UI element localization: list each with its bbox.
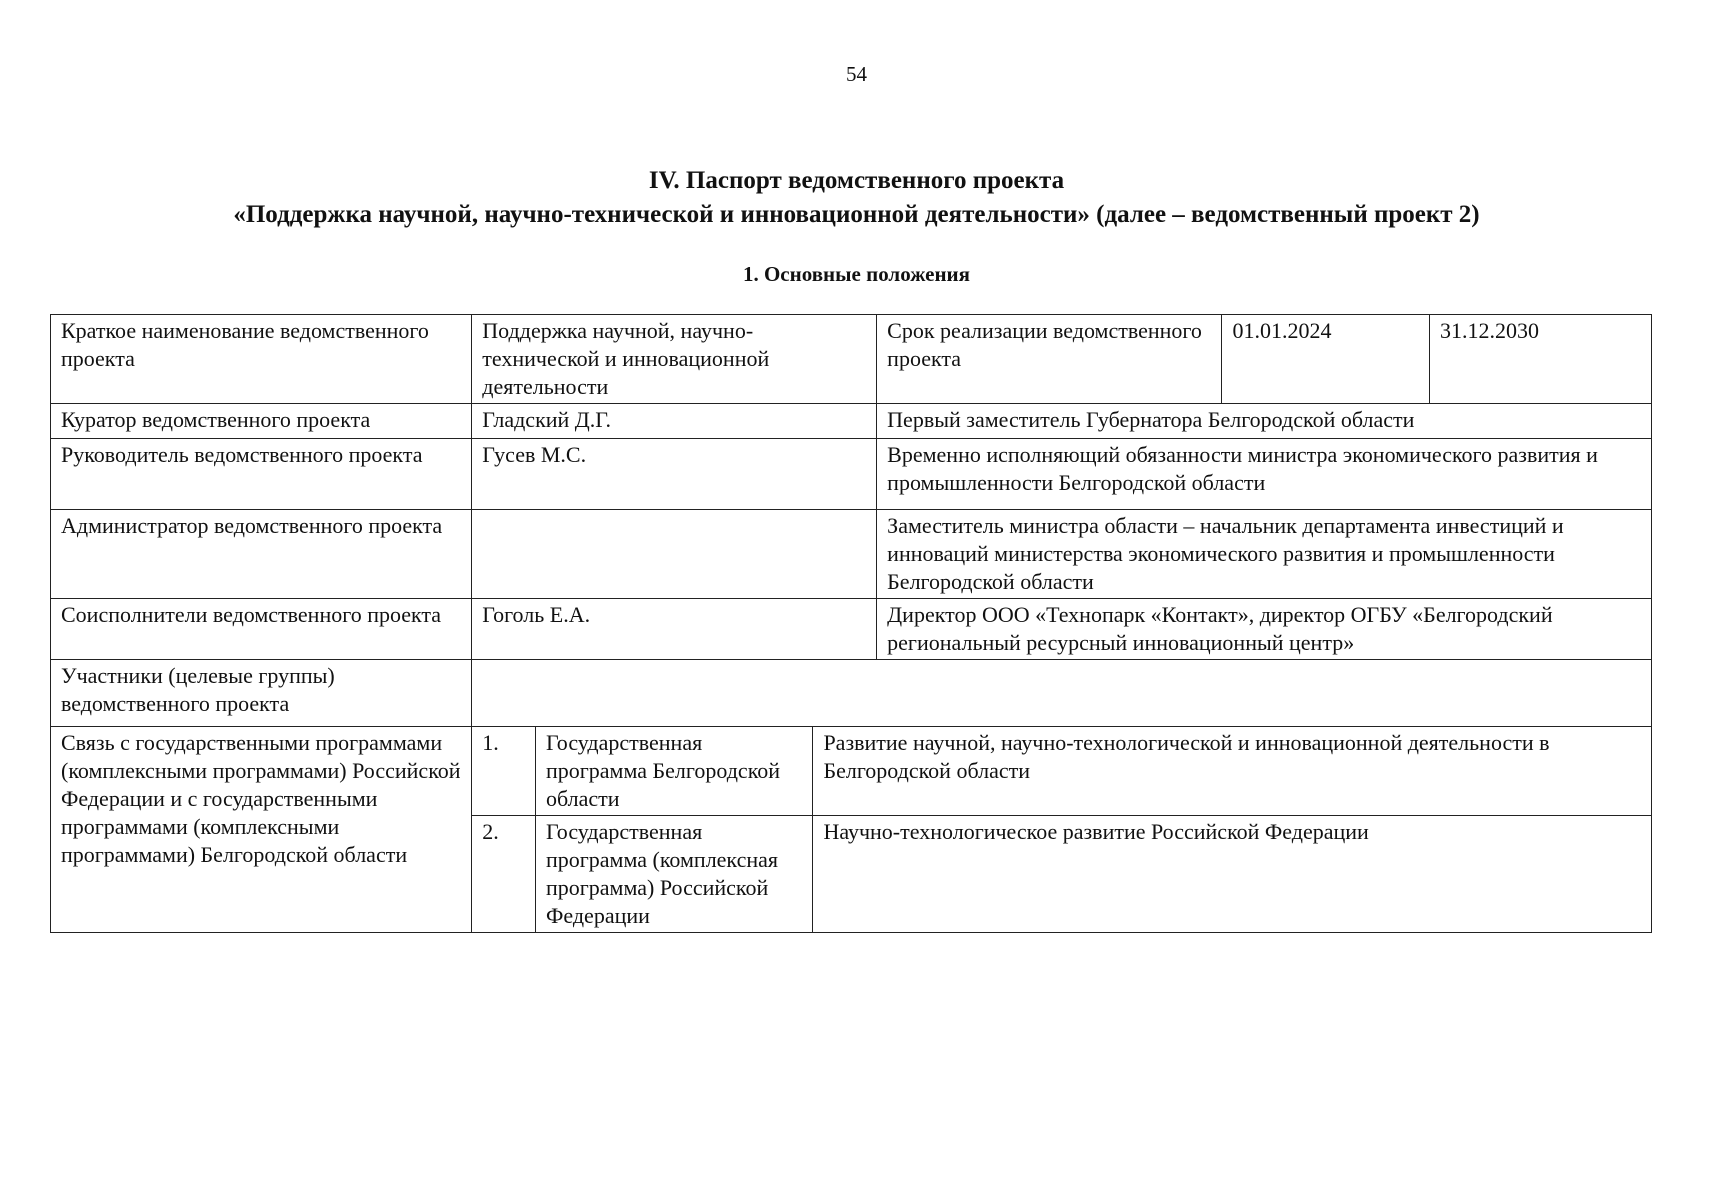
participants-label: Участники (целевые группы) ведомственного проекта xyxy=(51,660,472,727)
link-1-program-name: Развитие научной, научно-технологической и инновационной деятельности в Белгородской области xyxy=(813,727,1652,816)
participants-value xyxy=(472,660,1652,727)
table-row-link-1 xyxy=(51,727,1652,816)
link-2-num: 2. xyxy=(472,816,536,933)
coexecutors-label: Соисполнители ведомственного проекта xyxy=(51,599,472,660)
head-position: Временно исполняющий обязанности министра экономического развития и промышленности Белгородской области xyxy=(877,439,1652,510)
curator-position: Первый заместитель Губернатора Белгородской области xyxy=(877,404,1652,439)
administrator-name xyxy=(472,510,877,599)
short-name-value: Поддержка научной, научно-технической и инновационной деятельности xyxy=(472,315,877,404)
section-title: 1. Основные положения xyxy=(742,262,971,286)
administrator-label: Администратор ведомственного проекта xyxy=(51,510,472,599)
head-name: Гусев М.С. xyxy=(472,439,877,510)
start-date: 01.01.2024 xyxy=(1222,315,1430,404)
link-1-num: 1. xyxy=(472,727,536,816)
head-label: Руководитель ведомственного проекта xyxy=(51,439,472,510)
coexecutors-name: Гоголь Е.А. xyxy=(472,599,877,660)
title-line-1: IV. Паспорт ведомственного проекта xyxy=(648,167,1065,194)
page-number: 54 xyxy=(846,62,867,86)
link-2-program-type: Государственная программа (комплексная программа) Российской Федерации xyxy=(536,816,813,933)
document-title xyxy=(0,164,1713,232)
project-passport-table xyxy=(50,314,1652,933)
table-row-coexecutors xyxy=(51,599,1652,660)
link-1-program-type: Государственная программа Белгородской области xyxy=(536,727,813,816)
table-row-participants xyxy=(51,660,1652,727)
link-2-program-name: Научно-технологическое развитие Российской Федерации xyxy=(813,816,1652,933)
table-row-short-name xyxy=(51,315,1652,404)
curator-name: Гладский Д.Г. xyxy=(472,404,877,439)
curator-label: Куратор ведомственного проекта xyxy=(51,404,472,439)
coexecutors-position: Директор ООО «Технопарк «Контакт», директор ОГБУ «Белгородский региональный ресурсный инновационный центр» xyxy=(877,599,1652,660)
table-row-head xyxy=(51,439,1652,510)
table-row-administrator xyxy=(51,510,1652,599)
end-date: 31.12.2030 xyxy=(1430,315,1652,404)
term-label: Срок реализации ведомственного проекта xyxy=(877,315,1222,404)
title-line-2: «Поддержка научной, научно-технической и инновационной деятельности» (далее – ведомственный проект 2) xyxy=(233,201,1480,228)
short-name-label: Краткое наименование ведомственного проекта xyxy=(51,315,472,404)
links-label: Связь с государственными программами (комплексными программами) Российской Федерации и с государственными программами (комплексными программами) Белгородской области xyxy=(51,727,472,933)
administrator-position: Заместитель министра области – начальник департамента инвестиций и инноваций министерства экономического развития и промышленности Белгородской области xyxy=(877,510,1652,599)
table-row-curator xyxy=(51,404,1652,439)
